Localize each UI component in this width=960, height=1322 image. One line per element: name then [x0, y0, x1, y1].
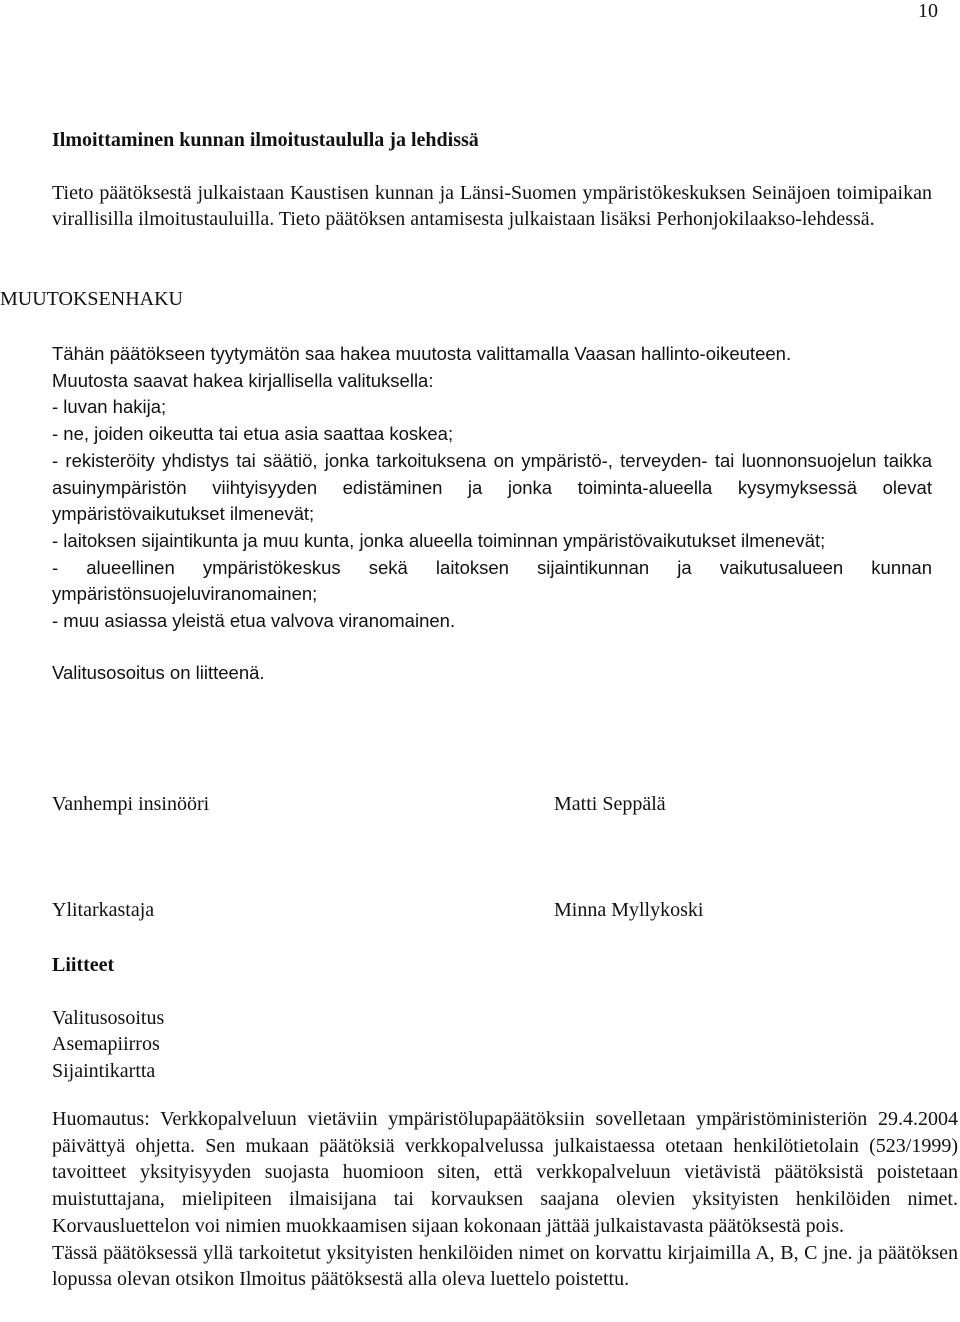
attachment-item: Sijaintikartta [52, 1060, 156, 1083]
appeal-item: - muu asiassa yleistä etua valvova viranomainen. [52, 610, 456, 632]
signer-name: Matti Seppälä [554, 793, 666, 815]
appeal-item: - alueellinen ympäristökeskus sekä laitoksen sijaintikunnan ja vaikutusalueen kunnan ympäristönsuojeluviranomainen; [52, 556, 932, 605]
appeal-lead: Muutosta saavat hakea kirjallisella valituksella: [52, 369, 434, 391]
appeal-intro: Tähän päätökseen tyytymätön saa hakea muutosta valittamalla Vaasan hallinto-oikeuteen. [52, 343, 792, 364]
appeal-item: - rekisteröity yhdistys tai säätiö, jonka tarkoituksena on ympäristö-, terveyden- tai luonnonsuojelun taikka asuinympäristön viihtyisyyden edistäminen ja jonka toiminta-alueella kysymyksessä olevat ympäristövaikutukset ilmenevät; [52, 449, 932, 525]
attachment-item: Valitusosoitus [52, 1006, 165, 1029]
signer-name: Minna Myllykoski [554, 899, 704, 921]
section-heading-announcement: Ilmoittaminen kunnan ilmoitustaululla ja lehdissä [52, 129, 479, 151]
announcement-text: Tieto päätöksestä julkaistaan Kaustisen kunnan ja Länsi-Suomen ympäristökeskuksen Seinäjoen toimipaikan virallisilla ilmoitustauluilla. Tieto päätöksen antamisesta julkaistaan lisäksi Perhonjokilaakso-lehdessä. [52, 181, 932, 231]
signer-title: Vanhempi insinööri [52, 793, 210, 815]
section-appeal [52, 341, 932, 686]
note-paragraph: Huomautus: Verkkopalveluun vietäviin ympäristölupapäätöksiin sovelletaan ympäristöministeriön 29.4.2004 päivättyä ohjetta. Sen mukaan päätöksiä verkkopalvelussa julkaistaessa otetaan henkilötietolain (523/1999) tavoitteet yksityisyyden suojasta huomioon siten, että verkkopalveluun vietävistä päätöksistä poistetaan muistuttajana, mielipiteen ilmaisijana tai korvauksen saajana olevien yksityisten henkilöiden nimet. Korvausluettelon voi nimien muokkaamisen sijaan kokonaan jättää julkaistavasta päätöksestä pois. [52, 1108, 958, 1237]
attachments-heading: Liitteet [52, 954, 115, 976]
signer-title: Ylitarkastaja [52, 899, 155, 921]
appeal-item: - laitoksen sijaintikunta ja muu kunta, jonka alueella toiminnan ympäristövaikutukset ilmenevät; [52, 529, 826, 551]
appeal-item: - ne, joiden oikeutta tai etua asia saattaa koskea; [52, 423, 454, 445]
section-announcement [52, 127, 932, 233]
note-paragraph: Tässä päätöksessä yllä tarkoitetut yksityisten henkilöiden nimet on korvattu kirjaimilla A, B, C jne. ja päätöksen lopussa olevan otsikon Ilmoitus päätöksestä alla oleva luettelo poistettu. [52, 1241, 958, 1291]
page-number: 10 [918, 0, 938, 22]
appendix-note: Valitusosoitus on liitteenä. [52, 661, 265, 683]
section-heading-appeal: MUUTOKSENHAKU [0, 288, 183, 310]
appeal-item: - luvan hakija; [52, 396, 167, 418]
privacy-note [52, 1106, 958, 1293]
section-attachments [52, 952, 932, 1085]
attachment-item: Asemapiirros [52, 1033, 160, 1056]
